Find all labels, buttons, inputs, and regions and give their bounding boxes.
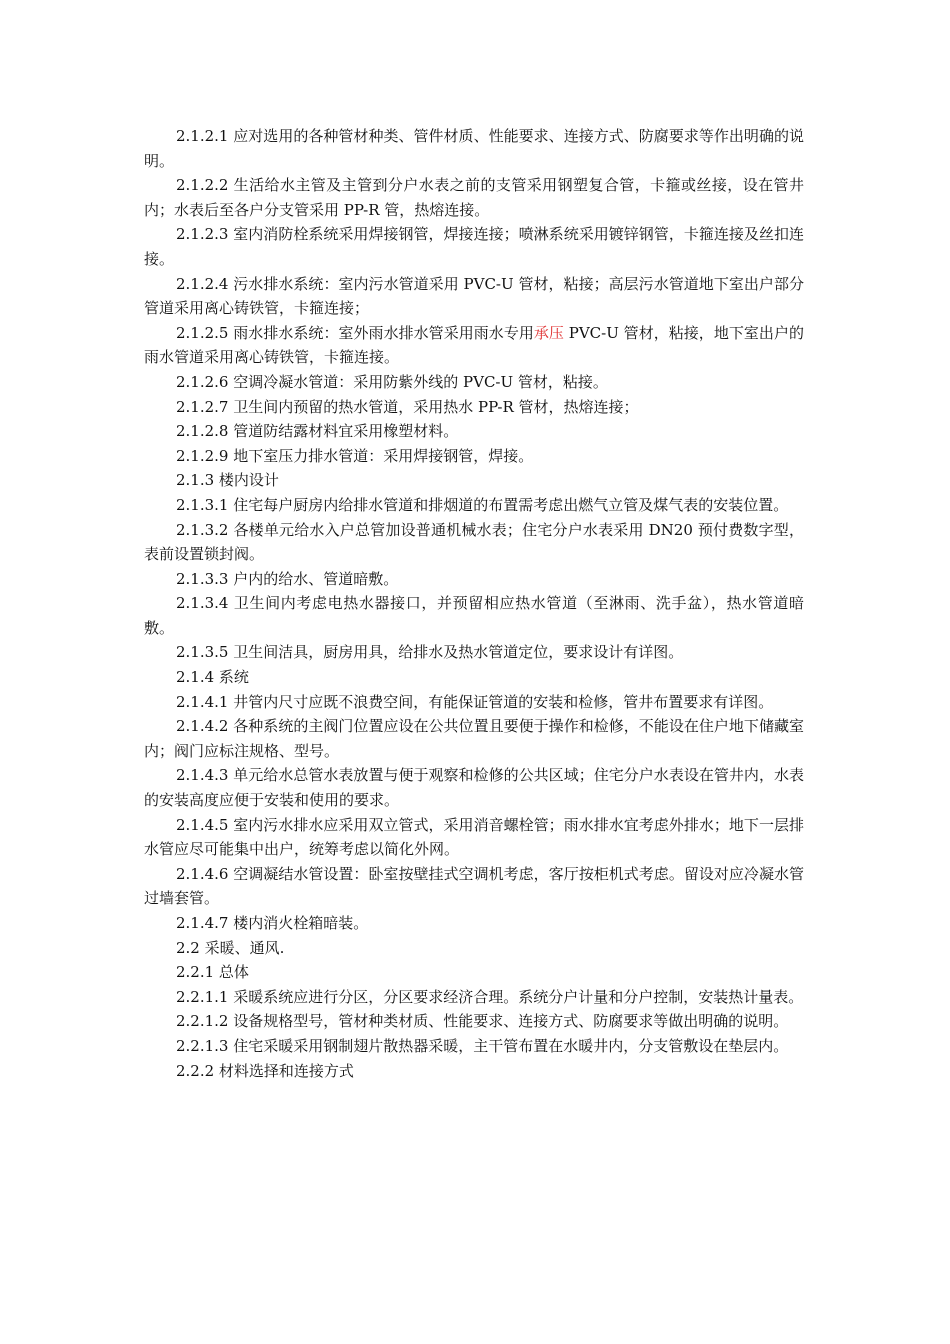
- paragraph-2-1-3-4: 2.1.3.4 卫生间内考虑电热水器接口，并预留相应热水管道（至淋雨、洗手盆），热水管道暗敷。: [144, 594, 804, 637]
- paragraph-2-1-4-3: 2.1.4.3 单元给水总管水表放置与便于观察和检修的公共区域；住宅分户水表设在管井内，水表的安装高度应便于安装和使用的要求。: [144, 766, 804, 810]
- paragraph-2-2-1-3: 2.2.1.3 住宅采暖采用钢制翅片散热器采暖，主干管布置在水暖井内，分支管敷设在垫层内。: [176, 1036, 789, 1055]
- heading-2-2-1: 2.2.1 总体: [176, 963, 249, 982]
- paragraph-2-1-3-5: 2.1.3.5 卫生间洁具，厨房用具，给排水及热水管道定位，要求设计有详图。: [176, 643, 684, 662]
- paragraph-2-1-2-8: 2.1.2.8 管道防结露材料宜采用橡塑材料。: [176, 422, 459, 441]
- paragraph-2-1-2-2: 2.1.2.2 生活给水主管及主管到分户水表之前的支管采用钢塑复合管，卡箍或丝接，设在管井内；水表后至各户分支管采用 PP-R 管，热熔连接。: [144, 176, 804, 219]
- heading-2-1-3: 2.1.3 楼内设计: [176, 471, 279, 490]
- paragraph-2-1-2-3: 2.1.2.3 室内消防栓系统采用焊接钢管，焊接连接；喷淋系统采用镀锌钢管，卡箍连接及丝扣连接。: [144, 225, 804, 268]
- paragraph-text-after: PVC-U 管材，粘接，地下室出户的雨水管道采用离心铸铁管，卡箍连接。: [144, 323, 804, 367]
- document-body: [144, 124, 804, 1083]
- highlighted-text: 承压: [533, 323, 564, 342]
- heading-2-2: 2.2 采暖、通风.: [176, 938, 285, 957]
- paragraph-2-1-4-2: 2.1.4.2 各种系统的主阀门位置应设在公共位置且要便于操作和检修，不能设在住户地下储藏室内；阀门应标注规格、型号。: [144, 717, 804, 760]
- paragraph-2-1-4-1: 2.1.4.1 井管内尺寸应既不浪费空间，有能保证管道的安装和检修，管井布置要求有详图。: [176, 692, 774, 711]
- paragraph-2-1-3-1: 2.1.3.1 住宅每户厨房内给排水管道和排烟道的布置需考虑出燃气立管及煤气表的安装位置。: [176, 495, 789, 514]
- paragraph-2-1-2-9: 2.1.2.9 地下室压力排水管道：采用焊接钢管，焊接。: [176, 446, 534, 465]
- paragraph-2-1-2-6: 2.1.2.6 空调冷凝水管道：采用防紫外线的 PVC-U 管材，粘接。: [176, 372, 608, 391]
- paragraph-2-1-2-7: 2.1.2.7 卫生间内预留的热水管道，采用热水 PP-R 管材，热熔连接；: [176, 397, 639, 416]
- paragraph-2-2-1-1: 2.2.1.1 采暖系统应进行分区，分区要求经济合理。系统分户计量和分户控制，安装热计量表。: [176, 987, 804, 1006]
- paragraph-2-1-3-2: 2.1.3.2 各楼单元给水入户总管加设普通机械水表；住宅分户水表采用 DN20 预付费数字型，表前设置锁封阀。: [144, 520, 804, 564]
- heading-2-1-4: 2.1.4 系统: [176, 668, 249, 687]
- paragraph-2-1-2-5: [144, 321, 804, 370]
- paragraph-2-1-4-5: 2.1.4.5 室内污水排水应采用双立管式，采用消音螺栓管；雨水排水宜考虑外排水；地下一层排水管应尽可能集中出户，统筹考虑以简化外网。: [144, 815, 804, 859]
- paragraph-2-1-2-1: 2.1.2.1 应对选用的各种管材种类、管件材质、性能要求、连接方式、防腐要求等作出明确的说明。: [144, 127, 804, 170]
- paragraph-2-1-2-4: 2.1.2.4 污水排水系统：室内污水管道采用 PVC-U 管材，粘接；高层污水管道地下室出户部分管道采用离心铸铁管，卡箍连接；: [144, 274, 804, 318]
- paragraph-2-2-1-2: 2.2.1.2 设备规格型号，管材种类材质、性能要求、连接方式、防腐要求等做出明确的说明。: [176, 1012, 789, 1031]
- paragraph-2-1-3-3: 2.1.3.3 户内的给水、管道暗敷。: [176, 569, 399, 588]
- heading-2-2-2: 2.2.2 材料选择和连接方式: [176, 1061, 354, 1080]
- paragraph-2-1-4-7: 2.1.4.7 楼内消火栓箱暗装。: [176, 914, 369, 932]
- paragraph-2-1-4-6: 2.1.4.6 空调凝结水管设置：卧室按壁挂式空调机考虑，客厅按柜机式考虑。留设对应冷凝水管过墙套管。: [144, 864, 804, 908]
- paragraph-text-before: 2.1.2.5 雨水排水系统：室外雨水排水管采用雨水专用: [176, 323, 534, 342]
